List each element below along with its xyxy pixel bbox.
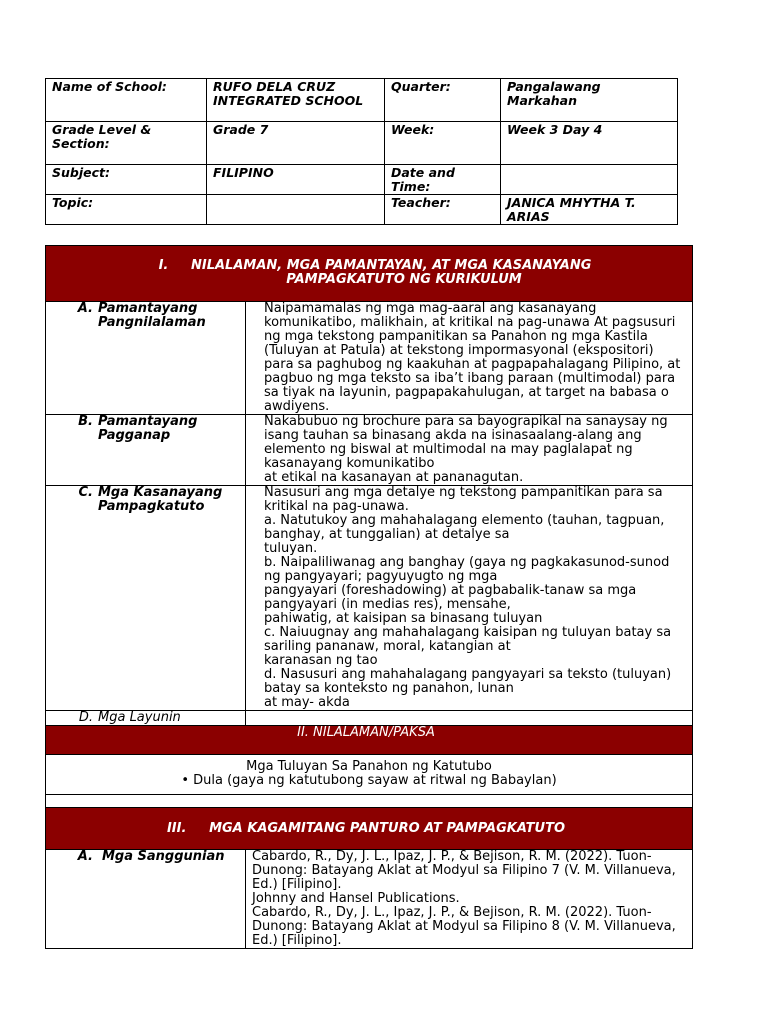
section3-title-text: MGA KAGAMITANG PANTURO AT PAMPAGKATUTO <box>209 820 566 836</box>
teacher-value: JANICA MHYTHA T. ARIAS <box>501 195 678 225</box>
date-label: Date and Time: <box>385 165 501 195</box>
skill-line: c. Naiuugnay ang mahahalagang kaisipan ng tuluyan batay sa sariling pananaw, moral, katangian at <box>264 625 672 654</box>
section1-title-line2: PAMPAGKATUTO NG KURIKULUM <box>286 272 522 287</box>
grade-value: Grade 7 <box>207 122 385 165</box>
row-a-label: Pamantayang Pangnilalaman <box>98 301 206 330</box>
topic-value <box>207 195 385 225</box>
mga-layunin-row <box>46 711 693 726</box>
lesson-plan-table <box>45 245 693 949</box>
section3-header <box>46 808 693 850</box>
skill-line: tuluyan. <box>264 541 318 556</box>
section1-title-line1 <box>64 259 686 273</box>
mga-kasanayang-row <box>46 486 693 711</box>
paksa-line2: • Dula (gaya ng katutubong sayaw at ritwal ng Babaylan) <box>181 773 557 788</box>
row-b-marker: B. <box>78 414 93 429</box>
row-a-marker: A. <box>77 301 93 316</box>
row-d-label: Mga Layunin <box>98 710 181 725</box>
section3-title <box>46 808 693 850</box>
row-a-content: Naipamamalas ng mga mag-aaral ang kasanayang komunikatibo, malikhain, at kritikal na pag-unawa At pagsusuri ng mga tekstong pampanitikan sa Panahon ng mga Kastila (Tuluyan at Patula) at tekstong impormasyonal (ekspositori) para sa paghubog ng kaakuhan at pagpapahalagang Pilipino, at pagbuo ng mga teksto sa iba’t ibang paraan (multimodal) para sa tiyak na layunin, pagpapakahulugan, at target na babasa o awdiyens. <box>246 302 693 415</box>
school-info-table <box>45 78 678 225</box>
quarter-label: Quarter: <box>385 79 501 122</box>
skill-line: karanasan ng tao <box>264 653 378 668</box>
skill-line: at may- akda <box>264 695 350 710</box>
section2-header <box>46 726 693 755</box>
skill-line: b. Naipaliliwanag ang banghay (gaya ng pagkakasunod-sunod ng pangyayari; pagyuyugto ng mga <box>264 555 670 584</box>
paksa-row <box>46 755 693 795</box>
row-c-marker: C. <box>78 485 93 500</box>
pamantayang-pangnilalaman-row <box>46 302 693 415</box>
pamantayang-pagganap-row <box>46 415 693 486</box>
row-ref-label: Mga Sanggunian <box>102 849 225 864</box>
reference-line: Cabardo, R., Dy, J. L., Ipaz, J. P., & Bejison, R. M. (2022). Tuon-Dunong: Batayang Aklat at Modyul sa Filipino 7 (V. M. Villanueva, Ed.) [Filipino]. <box>252 849 676 892</box>
teacher-label: Teacher: <box>385 195 501 225</box>
week-label: Week: <box>385 122 501 165</box>
grade-label: Grade Level & Section: <box>46 122 207 165</box>
row-d-marker: D. <box>78 710 93 725</box>
row-b-content-2: at etikal na kasanayan at pananagutan. <box>264 470 524 485</box>
skill-line: a. Natutukoy ang mahahalagang elemento (tauhan, tagpuan, banghay, at tunggalian) at detalye sa <box>264 513 665 542</box>
skill-line: Nasusuri ang mga detalye ng tekstong pampanitikan para sa kritikal na pag-unawa. <box>264 485 663 514</box>
reference-line: Cabardo, R., Dy, J. L., Ipaz, J. P., & Bejison, R. M. (2022). Tuon-Dunong: Batayang Aklat at Modyul sa Filipino 8 (V. M. Villanueva, Ed.) [Filipino]. <box>252 905 676 948</box>
school-label: Name of School: <box>46 79 207 122</box>
skill-line: pahiwatig, at kaisipan sa binasang tuluyan <box>264 611 543 626</box>
topic-label: Topic: <box>46 195 207 225</box>
row-c-label: Mga Kasanayang Pampagkatuto <box>98 485 223 514</box>
subject-value: FILIPINO <box>207 165 385 195</box>
section3-number: III. <box>166 820 187 836</box>
date-value <box>501 165 678 195</box>
paksa-line1: Mga Tuluyan Sa Panahon ng Katutubo <box>246 759 492 774</box>
section1-title-text1: NILALAMAN, MGA PAMANTAYAN, AT MGA KASANAYANG <box>191 258 592 273</box>
skill-line: pangyayari (foreshadowing) at pagbabalik-tanaw sa mga pangyayari (in medias res), mensahe, <box>264 583 637 612</box>
section1-header <box>46 246 693 302</box>
school-value: RUFO DELA CRUZ INTEGRATED SCHOOL <box>207 79 385 122</box>
skill-line: d. Nasusuri ang mahahalagang pangyayari sa teksto (tuluyan) batay sa konteksto ng panahon, lunan <box>264 667 672 696</box>
reference-line: Johnny and Hansel Publications. <box>252 891 460 906</box>
section2-title: II. NILALAMAN/PAKSA <box>46 726 693 755</box>
row-ref-marker: A. <box>77 849 93 864</box>
mga-sanggunian-row <box>46 850 693 949</box>
week-value: Week 3 Day 4 <box>501 122 678 165</box>
row-b-content-1: Nakabubuo ng brochure para sa bayograpikal na sanaysay ng isang tauhan sa binasang akda na isinasaalang-alang ang elemento ng biswal at multimodal na may paglalapat ng kasanayang komunikatibo <box>264 414 668 471</box>
section1-number: I. <box>158 258 169 273</box>
spacer-row <box>46 795 693 808</box>
subject-label: Subject: <box>46 165 207 195</box>
quarter-value: Pangalawang Markahan <box>501 79 678 122</box>
row-b-label: Pamantayang Pagganap <box>98 414 198 443</box>
